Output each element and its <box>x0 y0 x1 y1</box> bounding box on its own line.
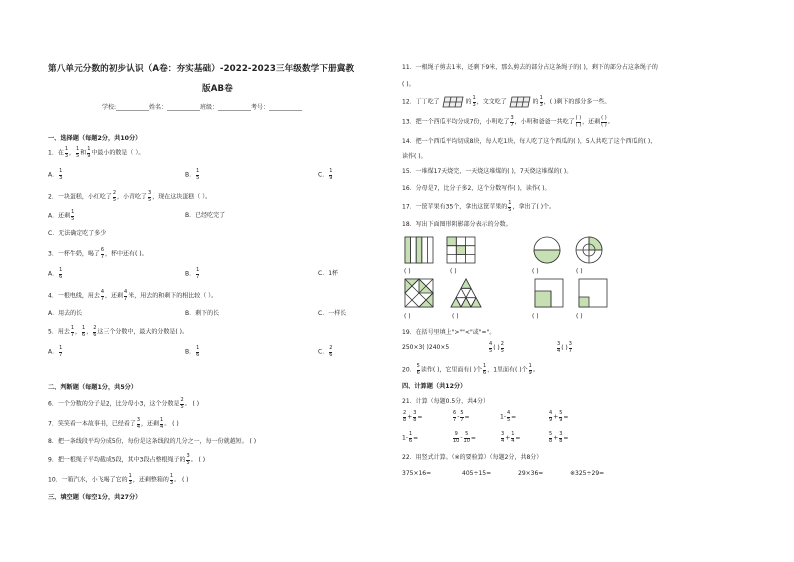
q19-compare-1: 250×3( )240×5 <box>402 344 450 351</box>
chocolate-bar-icon <box>442 96 464 108</box>
question-9: 9．把一根绳子平均截成5段，其中3段占整根绳子的 $\frac{3}{5}$ 。 ( ) <box>48 453 206 466</box>
section-judge-title: 二、判断题（每题1分，共5分） <box>48 384 138 391</box>
q3-option-a[interactable]: A． $\frac{1}{6}$ <box>48 267 63 280</box>
figure-square-corner <box>534 278 564 308</box>
question-10: 10．一箱汽水，小飞喝了它的 $\frac{1}{3}$ ，还剩整箱的 $\frac{1}{3}$ 。 ( ) <box>48 473 189 486</box>
calc-6: $\frac{9}{10}$ - $\frac{5}{10}$ = <box>453 431 476 444</box>
question-4: 4．一根电线，用去 $\frac{4}{7}$ ，还剩 $\frac{4}{7}$ 米，用去的和剩下的相比较（ ）。 <box>48 289 218 302</box>
section-fill-title: 三、填空题（每空1分，共27分） <box>48 494 142 501</box>
question-15: 15．一堆煤17天烧完，一天烧这堆煤的( )，7天烧这堆煤的( )。 <box>402 168 573 175</box>
question-12: 12．丁丁吃了 的 $\frac{1}{3}$ ，文文吃了 的 $\frac{1}{3}$ ，( )剩下的部分多一些。 <box>402 95 611 108</box>
figure-4-answer-blank[interactable]: ( ) <box>576 268 583 275</box>
question-7: 7．笑笑看一本故事书，已经看了 $\frac{3}{4}$ ，还剩 $\frac{1}{4}$ 。 ( ) <box>48 417 179 430</box>
question-21: 21．计算（每题0.5分，共4分） <box>402 398 489 405</box>
figure-square-small <box>578 278 608 308</box>
question-20: 20． $\frac{5}{6}$ 读作( )，它里面有( )个 $\frac{1}{6}$ ，1里面有( )个 $\frac{1}{9}$ 。 <box>402 363 539 376</box>
q1-option-a[interactable]: A． $\frac{1}{3}$ <box>48 168 63 181</box>
calc-8: $\frac{5}{8}$ + $\frac{3}{8}$ = <box>549 431 569 444</box>
figure-diamond-square <box>404 278 434 308</box>
vertical-calc-2: 405÷15= <box>462 470 492 477</box>
question-6: 6．一个分数的分子是2，比分母小3，这个分数是 $\frac{2}{5}$ 。 ( ) <box>48 397 200 410</box>
question-16: 16．分母是7，比分子多2，这个分数写作( )，读作( )。 <box>402 185 551 192</box>
question-11-cont: ( )。 <box>402 81 415 88</box>
calc-2: $\frac{6}{7}$ - $\frac{5}{7}$ = <box>453 410 470 423</box>
q19-compare-3: $\frac{3}{4}$ ( ) $\frac{3}{7}$ <box>557 341 572 354</box>
question-14-cont: 读作( )。 <box>402 153 427 160</box>
vertical-calc-3: 29×36= <box>518 470 544 477</box>
figure-striped-rectangle <box>404 236 434 264</box>
fraction: $\frac{1}{3}$ <box>64 146 69 159</box>
q2-option-a[interactable]: A．还剩 $\frac{1}{5}$ <box>48 209 75 222</box>
q1-option-c[interactable]: C． $\frac{1}{9}$ <box>318 168 333 181</box>
fraction: $\frac{1}{9}$ <box>87 146 91 159</box>
figure-7-answer-blank[interactable]: ( ) <box>532 313 539 320</box>
q5-option-a[interactable]: A． $\frac{1}{7}$ <box>48 345 63 358</box>
q4-option-a[interactable]: A．用去的长 <box>48 310 83 317</box>
question-11: 11．一根绳子剪去1米，还剩下9米，那么剪去的部分占这条绳子的( )，剩下的部分占这条绳子的 <box>402 64 658 71</box>
question-19: 19．在括号里填上">""<"或"="。 <box>402 329 496 336</box>
question-14: 14．把一个西瓜平均切成8块，每人吃1块，每人吃了这个西瓜的( )，5人共吃了这个西瓜的( )， <box>402 138 657 145</box>
q1-text-b: 和 <box>80 149 87 157</box>
question-18: 18．写出下面图形阴影部分表示的分数。 <box>402 221 512 228</box>
figure-half-circle <box>532 235 562 265</box>
section-calc-title: 四、计算题（共12分） <box>402 383 467 390</box>
vertical-calc-1: 375×16= <box>402 470 432 477</box>
q2-option-b[interactable]: B．已经吃完了 <box>185 212 226 219</box>
q1-text-c: 中最小的数是（ ）。 <box>91 149 145 157</box>
question-13: 13．把一个西瓜平均分成7份，小明吃了 $\frac{3}{7}$ ，小明和爸爸一共吃了 ( ) ( ) ，还剩 ( ) ( ) 。 <box>402 115 614 128</box>
figure-triangle-grid <box>450 278 482 308</box>
figure-quarter-circle <box>574 235 604 265</box>
figure-1-answer-blank[interactable]: ( ) <box>404 268 411 275</box>
q5-option-b[interactable]: B． $\frac{1}{6}$ <box>185 345 200 358</box>
calc-4: $\frac{4}{9}$ + $\frac{5}{9}$ = <box>549 410 569 423</box>
figure-2-answer-blank[interactable]: ( ) <box>450 268 457 275</box>
student-info-line: 学校:___________姓名：___________班级：___________考号：___________ <box>102 104 303 111</box>
q2-option-c[interactable]: C．无法确定吃了多少 <box>48 230 107 237</box>
figure-5-answer-blank[interactable]: ( ) <box>404 313 411 320</box>
page-title: 第八单元分数的初步认识（A卷：夯实基础）-2022-2023三年级数学下册冀教 <box>48 64 355 74</box>
figure-8-answer-blank[interactable]: ( ) <box>576 313 583 320</box>
figure-6-answer-blank[interactable]: ( ) <box>452 313 459 320</box>
question-2: 2．一块蛋糕，小红吃了 $\frac{2}{5}$ ，小青吃了 $\frac{3}{5}$ ，现在这块蛋糕（ ）。 <box>48 190 212 203</box>
question-3: 3．一杯牛奶，喝了 $\frac{6}{7}$ ，杯中还有( )。 <box>48 247 148 260</box>
q1-text-a: 1．在 <box>48 149 64 157</box>
question-17: 17．一筐苹果有35个，拿出这筐苹果的 $\frac{1}{5}$ ，拿出了( )个。 <box>402 200 556 213</box>
calc-5: 1- $\frac{1}{6}$ = <box>402 431 419 444</box>
fraction: $\frac{1}{5}$ <box>76 146 80 159</box>
q3-option-b[interactable]: B． $\frac{1}{7}$ <box>185 267 200 280</box>
q4-option-c[interactable]: C．一样长 <box>318 310 347 317</box>
calc-3: 1- $\frac{4}{5}$ = <box>500 410 517 423</box>
question-1: 1．在 $\frac{1}{3}$ ， $\frac{1}{5}$ 和 $\frac{1}{9}$ 中最小的数是（ ）。 <box>48 146 145 159</box>
question-8: 8．把一条线段平均分成5份，每份是这条线段的几分之一，每一份就越短。 ( ) <box>48 438 257 445</box>
chocolate-bar-icon <box>509 96 531 108</box>
vertical-calc-4: ※325÷29= <box>570 470 605 477</box>
question-5: 5．用去 $\frac{1}{7}$ ， $\frac{1}{6}$ ， $\frac{2}{6}$ 这三个分数中，最大的分数是( )。 <box>48 325 189 338</box>
page-title-line2: 版AB卷 <box>202 84 233 94</box>
calc-7: $\frac{3}{4}$ + $\frac{1}{4}$ = <box>501 431 521 444</box>
q5-option-c[interactable]: C． $\frac{2}{6}$ <box>318 345 333 358</box>
figure-grid-square <box>446 236 476 264</box>
section-choice-title: 一、选择题（每题2分，共10分） <box>48 135 142 142</box>
figure-3-answer-blank[interactable]: ( ) <box>532 268 539 275</box>
question-22: 22．用竖式计算。（※的要验算）（每题2分，共8分） <box>402 454 543 461</box>
q1-option-b[interactable]: B． $\frac{1}{5}$ <box>185 168 200 181</box>
q19-compare-2: $\frac{4}{5}$ ( ) $\frac{2}{5}$ <box>489 341 504 354</box>
q4-option-b[interactable]: B．剩下的长 <box>185 310 220 317</box>
q3-option-c[interactable]: C．1杯 <box>318 270 339 277</box>
calc-1: $\frac{2}{8}$ + $\frac{3}{8}$ = <box>403 410 423 423</box>
